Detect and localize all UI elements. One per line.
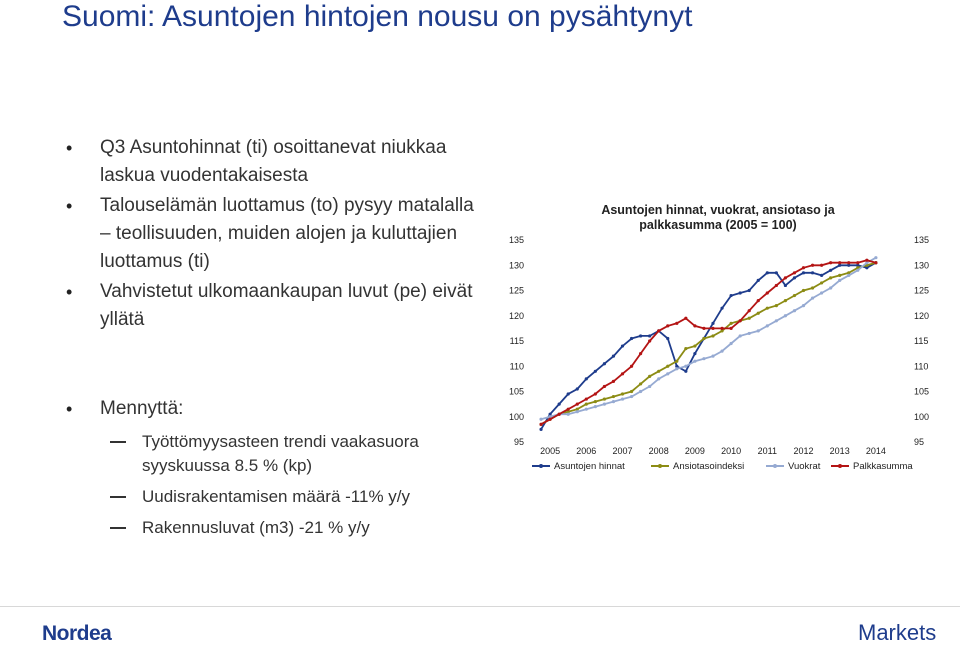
series-line bbox=[541, 260, 876, 424]
data-point bbox=[576, 403, 579, 406]
data-point bbox=[730, 342, 733, 345]
series-line bbox=[541, 263, 876, 425]
past-sub-item bbox=[62, 430, 492, 478]
data-point bbox=[784, 276, 787, 279]
data-point bbox=[757, 329, 760, 332]
data-point bbox=[856, 269, 859, 272]
bullet-dot-icon: • bbox=[66, 399, 73, 419]
data-point bbox=[648, 385, 651, 388]
y-axis-right bbox=[914, 235, 929, 447]
data-point bbox=[639, 382, 642, 385]
data-point bbox=[657, 377, 660, 380]
legend-label: Asuntojen hinnat bbox=[554, 461, 625, 472]
data-point bbox=[648, 375, 651, 378]
data-point bbox=[811, 264, 814, 267]
data-point bbox=[603, 385, 606, 388]
legend-label: Ansiotasoindeksi bbox=[673, 461, 745, 472]
data-point bbox=[630, 365, 633, 368]
series-group bbox=[539, 256, 877, 431]
data-point bbox=[829, 261, 832, 264]
data-point bbox=[666, 337, 669, 340]
past-sub-item bbox=[62, 516, 492, 540]
y-tick-label-right: 135 bbox=[914, 235, 930, 245]
data-point bbox=[621, 397, 624, 400]
bullet-text: Vahvistetut ulkomaankaupan luvut (pe) eivät yllätä bbox=[100, 281, 473, 330]
data-point bbox=[558, 403, 561, 406]
y-tick-label-right: 130 bbox=[914, 260, 930, 271]
data-point bbox=[775, 284, 778, 287]
legend-label: Vuokrat bbox=[788, 461, 821, 472]
data-point bbox=[802, 304, 805, 307]
data-point bbox=[766, 271, 769, 274]
legend-marker bbox=[838, 464, 842, 468]
data-point bbox=[684, 317, 687, 320]
legend-marker bbox=[773, 464, 777, 468]
x-tick-label: 2008 bbox=[648, 446, 669, 456]
legend bbox=[532, 461, 913, 472]
data-point bbox=[856, 261, 859, 264]
data-point bbox=[711, 355, 714, 358]
bullet-item bbox=[62, 134, 482, 190]
data-point bbox=[766, 324, 769, 327]
data-point bbox=[775, 304, 778, 307]
data-point bbox=[711, 327, 714, 330]
data-point bbox=[711, 322, 714, 325]
data-point bbox=[621, 344, 624, 347]
y-tick-label-right: 110 bbox=[914, 361, 929, 372]
data-point bbox=[766, 291, 769, 294]
y-axis-left bbox=[509, 235, 524, 447]
y-tick-label-left: 125 bbox=[508, 285, 524, 296]
data-point bbox=[594, 400, 597, 403]
data-point bbox=[612, 380, 615, 383]
bullet-item bbox=[62, 278, 482, 334]
data-point bbox=[748, 289, 751, 292]
data-point bbox=[639, 352, 642, 355]
data-point bbox=[720, 307, 723, 310]
chart-title-line-1: Asuntojen hinnat, vuokrat, ansiotaso ja bbox=[601, 203, 835, 217]
data-point bbox=[567, 413, 570, 416]
data-point bbox=[612, 400, 615, 403]
data-point bbox=[693, 352, 696, 355]
footer bbox=[0, 606, 960, 659]
data-point bbox=[711, 334, 714, 337]
slide-title: Suomi: Asuntojen hintojen nousu on pysähtynyt bbox=[62, 0, 693, 33]
data-point bbox=[730, 327, 733, 330]
past-sub-text: Työttömyysasteen trendi vaakasuora syyskuussa 8.5 % (kp) bbox=[142, 432, 419, 475]
data-point bbox=[558, 413, 561, 416]
data-point bbox=[594, 392, 597, 395]
bullet-dot-icon: • bbox=[66, 282, 73, 302]
x-tick-label: 2005 bbox=[540, 446, 561, 456]
data-point bbox=[757, 299, 760, 302]
data-point bbox=[693, 360, 696, 363]
data-point bbox=[748, 309, 751, 312]
data-point bbox=[838, 261, 841, 264]
data-point bbox=[820, 264, 823, 267]
data-point bbox=[702, 337, 705, 340]
dash-icon bbox=[110, 441, 126, 443]
data-point bbox=[675, 367, 678, 370]
x-tick-label: 2009 bbox=[684, 446, 705, 456]
data-point bbox=[702, 327, 705, 330]
y-tick-label-left: 95 bbox=[513, 437, 524, 447]
data-point bbox=[702, 357, 705, 360]
data-point bbox=[585, 397, 588, 400]
data-point bbox=[657, 329, 660, 332]
data-point bbox=[539, 423, 542, 426]
data-point bbox=[666, 365, 669, 368]
data-point bbox=[648, 339, 651, 342]
past-sub-item bbox=[62, 485, 492, 509]
x-tick-label: 2006 bbox=[576, 446, 597, 456]
x-tick-label: 2012 bbox=[793, 446, 814, 456]
y-tick-label-right: 100 bbox=[914, 411, 930, 422]
data-point bbox=[793, 309, 796, 312]
data-point bbox=[585, 403, 588, 406]
bullet-dot-icon: • bbox=[66, 196, 73, 216]
data-point bbox=[693, 344, 696, 347]
y-tick-label-right: 105 bbox=[914, 386, 930, 397]
data-point bbox=[666, 324, 669, 327]
data-point bbox=[847, 274, 850, 277]
y-tick-label-left: 105 bbox=[508, 386, 524, 397]
y-tick-label-left: 115 bbox=[509, 336, 524, 346]
data-point bbox=[838, 279, 841, 282]
data-point bbox=[739, 291, 742, 294]
data-point bbox=[693, 324, 696, 327]
bullet-text: Talouselämän luottamus (to) pysyy matalalla – teollisuuden, muiden alojen ja kuluttajien luottamus (ti) bbox=[100, 195, 474, 272]
data-point bbox=[612, 355, 615, 358]
data-point bbox=[739, 334, 742, 337]
legend-marker bbox=[539, 464, 543, 468]
line-chart bbox=[496, 196, 940, 486]
data-point bbox=[811, 271, 814, 274]
y-tick-label-left: 135 bbox=[508, 235, 524, 245]
data-point bbox=[612, 395, 615, 398]
past-section bbox=[62, 395, 492, 540]
data-point bbox=[757, 312, 760, 315]
data-point bbox=[603, 397, 606, 400]
data-point bbox=[847, 261, 850, 264]
data-point bbox=[793, 276, 796, 279]
x-tick-label: 2007 bbox=[612, 446, 633, 456]
data-point bbox=[684, 370, 687, 373]
data-point bbox=[594, 405, 597, 408]
data-point bbox=[829, 276, 832, 279]
data-point bbox=[739, 319, 742, 322]
data-point bbox=[784, 314, 787, 317]
data-point bbox=[730, 322, 733, 325]
data-point bbox=[820, 274, 823, 277]
data-point bbox=[811, 296, 814, 299]
data-point bbox=[657, 370, 660, 373]
data-point bbox=[576, 387, 579, 390]
data-point bbox=[585, 377, 588, 380]
data-point bbox=[766, 307, 769, 310]
data-point bbox=[720, 327, 723, 330]
data-point bbox=[539, 418, 542, 421]
bullet-dot-icon: • bbox=[66, 138, 73, 158]
data-point bbox=[757, 279, 760, 282]
y-tick-label-left: 110 bbox=[509, 361, 524, 372]
data-point bbox=[811, 286, 814, 289]
data-point bbox=[684, 347, 687, 350]
legend-marker bbox=[658, 464, 662, 468]
data-point bbox=[730, 294, 733, 297]
data-point bbox=[793, 294, 796, 297]
past-sub-text: Uudisrakentamisen määrä -11% y/y bbox=[142, 487, 411, 506]
data-point bbox=[675, 322, 678, 325]
markets-logo: Markets bbox=[858, 620, 937, 645]
data-point bbox=[585, 408, 588, 411]
data-point bbox=[567, 408, 570, 411]
data-point bbox=[820, 291, 823, 294]
data-point bbox=[639, 334, 642, 337]
data-point bbox=[648, 334, 651, 337]
data-point bbox=[630, 337, 633, 340]
y-tick-label-right: 95 bbox=[914, 437, 925, 447]
y-tick-label-left: 130 bbox=[508, 260, 524, 271]
data-point bbox=[784, 299, 787, 302]
data-point bbox=[621, 392, 624, 395]
bullet-list bbox=[62, 134, 482, 336]
x-tick-label: 2010 bbox=[721, 446, 742, 456]
data-point bbox=[639, 390, 642, 393]
data-point bbox=[802, 266, 805, 269]
data-point bbox=[802, 271, 805, 274]
past-heading-item bbox=[62, 395, 492, 423]
data-point bbox=[793, 271, 796, 274]
y-tick-label-left: 100 bbox=[508, 411, 524, 422]
data-point bbox=[829, 269, 832, 272]
data-point bbox=[539, 428, 542, 431]
data-point bbox=[630, 390, 633, 393]
x-tick-label: 2011 bbox=[757, 446, 777, 456]
y-tick-label-left: 120 bbox=[508, 310, 524, 321]
past-heading: Mennyttä: bbox=[100, 398, 184, 419]
chart-title-line-2: palkkasumma (2005 = 100) bbox=[639, 218, 797, 232]
dash-icon bbox=[110, 527, 126, 529]
x-tick-label: 2014 bbox=[865, 446, 886, 456]
nordea-logo: Nordea bbox=[42, 622, 112, 645]
data-point bbox=[748, 332, 751, 335]
data-point bbox=[874, 256, 877, 259]
bullet-item bbox=[62, 192, 482, 276]
data-point bbox=[567, 392, 570, 395]
y-tick-label-right: 115 bbox=[914, 336, 929, 346]
series-line bbox=[541, 263, 876, 430]
data-point bbox=[748, 317, 751, 320]
legend-label: Palkkasumma bbox=[853, 461, 913, 472]
data-point bbox=[802, 289, 805, 292]
past-sub-text: Rakennusluvat (m3) -21 % y/y bbox=[142, 518, 370, 537]
data-point bbox=[720, 350, 723, 353]
data-point bbox=[829, 286, 832, 289]
dash-icon bbox=[110, 496, 126, 498]
data-point bbox=[820, 281, 823, 284]
data-point bbox=[838, 274, 841, 277]
data-point bbox=[630, 395, 633, 398]
data-point bbox=[603, 403, 606, 406]
data-point bbox=[775, 319, 778, 322]
data-point bbox=[576, 410, 579, 413]
x-tick-label: 2013 bbox=[829, 446, 850, 456]
data-point bbox=[684, 365, 687, 368]
data-point bbox=[594, 370, 597, 373]
data-point bbox=[675, 360, 678, 363]
data-point bbox=[621, 372, 624, 375]
y-tick-label-right: 120 bbox=[914, 310, 930, 321]
x-axis bbox=[540, 446, 886, 456]
data-point bbox=[549, 418, 552, 421]
data-point bbox=[775, 271, 778, 274]
bullet-text: Q3 Asuntohinnat (ti) osoittanevat niukkaa laskua vuodentakaisesta bbox=[100, 137, 447, 186]
data-point bbox=[666, 372, 669, 375]
series-line bbox=[541, 258, 876, 420]
data-point bbox=[874, 261, 877, 264]
data-point bbox=[603, 362, 606, 365]
data-point bbox=[784, 284, 787, 287]
data-point bbox=[865, 259, 868, 262]
y-tick-label-right: 125 bbox=[914, 285, 930, 296]
